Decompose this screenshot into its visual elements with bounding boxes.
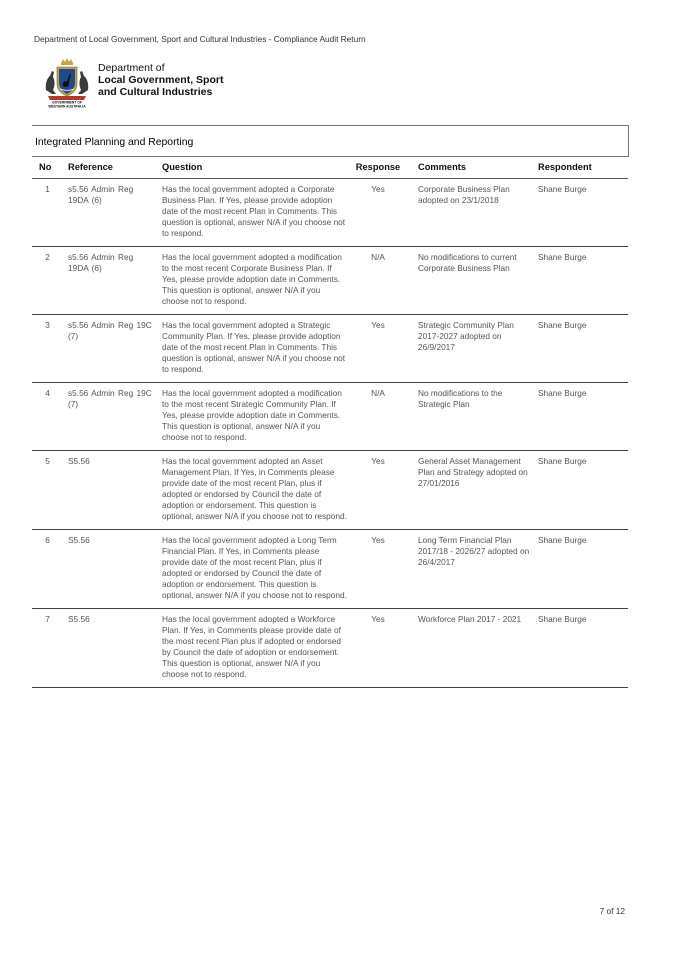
row-question: Has the local government adopted a Corporate Business Plan. If Yes, please provide adoption date of the most recent Plan in Comments. This question is optional, answer N/A if you choose not to respond.: [157, 179, 351, 247]
department-name: [98, 62, 223, 98]
row-question: Has the local government adopted an Asset Management Plan. If Yes, in Comments please provide date of the most recent Plan, plus if adopted or endorsed by Council the date of adoption or endorsement. This question is optional, answer N/A if you choose not to respond.: [157, 451, 351, 530]
row-comments: No modifications to the Strategic Plan: [413, 383, 533, 451]
row-reference: s5.56 Admin Reg 19C (7): [63, 315, 157, 383]
table-row: [32, 609, 628, 688]
column-header-question: Question: [157, 157, 351, 179]
row-response: Yes: [351, 315, 413, 383]
department-name-line2: Local Government, Sport: [98, 74, 224, 86]
row-comments: Long Term Financial Plan 2017/18 - 2026/27 adopted on 26/4/2017: [413, 530, 533, 609]
column-header-comments: Comments: [413, 157, 533, 179]
table-row: [32, 451, 628, 530]
row-reference: S5.56: [63, 609, 157, 688]
row-comments: No modifications to current Corporate Business Plan: [413, 247, 533, 315]
row-response: Yes: [351, 451, 413, 530]
page-number: 7 of 12: [599, 906, 625, 916]
row-response: Yes: [351, 179, 413, 247]
row-number: 7: [32, 609, 63, 688]
department-name-line3: and Cultural Industries: [98, 86, 213, 98]
row-response: N/A: [351, 383, 413, 451]
department-name-line1: Department of: [98, 62, 165, 74]
table-header-row: [32, 157, 628, 179]
row-comments: General Asset Management Plan and Strategy adopted on 27/01/2016: [413, 451, 533, 530]
row-number: 4: [32, 383, 63, 451]
department-logo: [40, 56, 240, 108]
row-reference: s5.56 Admin Reg 19DA (6): [63, 179, 157, 247]
row-respondent: Shane Burge: [533, 315, 628, 383]
row-respondent: Shane Burge: [533, 247, 628, 315]
column-header-response: Response: [351, 157, 413, 179]
row-question: Has the local government adopted a modification to the most recent Strategic Community Plan. If Yes, please provide adoption date in Comments. This question is optional, answer N/A if you choose not to respond.: [157, 383, 351, 451]
table-row: [32, 247, 628, 315]
row-reference: s5.56 Admin Reg 19DA (6): [63, 247, 157, 315]
compliance-audit-table: [32, 125, 629, 688]
running-header: Department of Local Government, Sport and Cultural Industries - Compliance Audit Return: [34, 34, 366, 44]
row-question: Has the local government adopted a Long Term Financial Plan. If Yes, in Comments please provide date of the most recent Plan, plus if adopted or endorsed by Council the date of adoption or endorsement. This question is optional, answer N/A if you choose not to respond.: [157, 530, 351, 609]
row-question: Has the local government adopted a Workforce Plan. If Yes, in Comments please provide date of the most recent Plan plus if adopted or endorsed by Council the date of adoption or endorsement. This question is optional, answer N/A if you choose not to respond.: [157, 609, 351, 688]
column-header-reference: Reference: [63, 157, 157, 179]
row-comments: Corporate Business Plan adopted on 23/1/2018: [413, 179, 533, 247]
row-reference: S5.56: [63, 451, 157, 530]
row-number: 1: [32, 179, 63, 247]
row-reference: s5.56 Admin Reg 19C (7): [63, 383, 157, 451]
row-reference: S5.56: [63, 530, 157, 609]
row-response: Yes: [351, 530, 413, 609]
column-header-no: No: [32, 157, 63, 179]
row-comments: Workforce Plan 2017 - 2021: [413, 609, 533, 688]
crest-caption-line1: GOVERNMENT OF: [52, 100, 82, 105]
row-respondent: Shane Burge: [533, 609, 628, 688]
table-row: [32, 179, 628, 247]
row-question: Has the local government adopted a modification to the most recent Corporate Business Plan. If Yes, please provide adoption date in Comments. This question is optional, answer N/A if you choose not to respond.: [157, 247, 351, 315]
wa-crest-icon: [40, 56, 94, 108]
row-respondent: Shane Burge: [533, 451, 628, 530]
table-row: [32, 383, 628, 451]
row-number: 6: [32, 530, 63, 609]
row-number: 3: [32, 315, 63, 383]
row-response: N/A: [351, 247, 413, 315]
row-respondent: Shane Burge: [533, 383, 628, 451]
table-row: [32, 530, 628, 609]
row-number: 5: [32, 451, 63, 530]
section-title-row: [32, 126, 628, 157]
crest-caption-line2: WESTERN AUSTRALIA: [48, 104, 86, 108]
section-title: Integrated Planning and Reporting: [32, 126, 628, 157]
row-comments: Strategic Community Plan 2017-2027 adopted on 26/9/2017: [413, 315, 533, 383]
row-respondent: Shane Burge: [533, 530, 628, 609]
column-header-respondent: Respondent: [533, 157, 628, 179]
row-respondent: Shane Burge: [533, 179, 628, 247]
table-row: [32, 315, 628, 383]
row-question: Has the local government adopted a Strategic Community Plan. If Yes, please provide adoption date of the most recent Plan in Comments. This question is optional, answer N/A if you choose not to respond.: [157, 315, 351, 383]
row-response: Yes: [351, 609, 413, 688]
row-number: 2: [32, 247, 63, 315]
